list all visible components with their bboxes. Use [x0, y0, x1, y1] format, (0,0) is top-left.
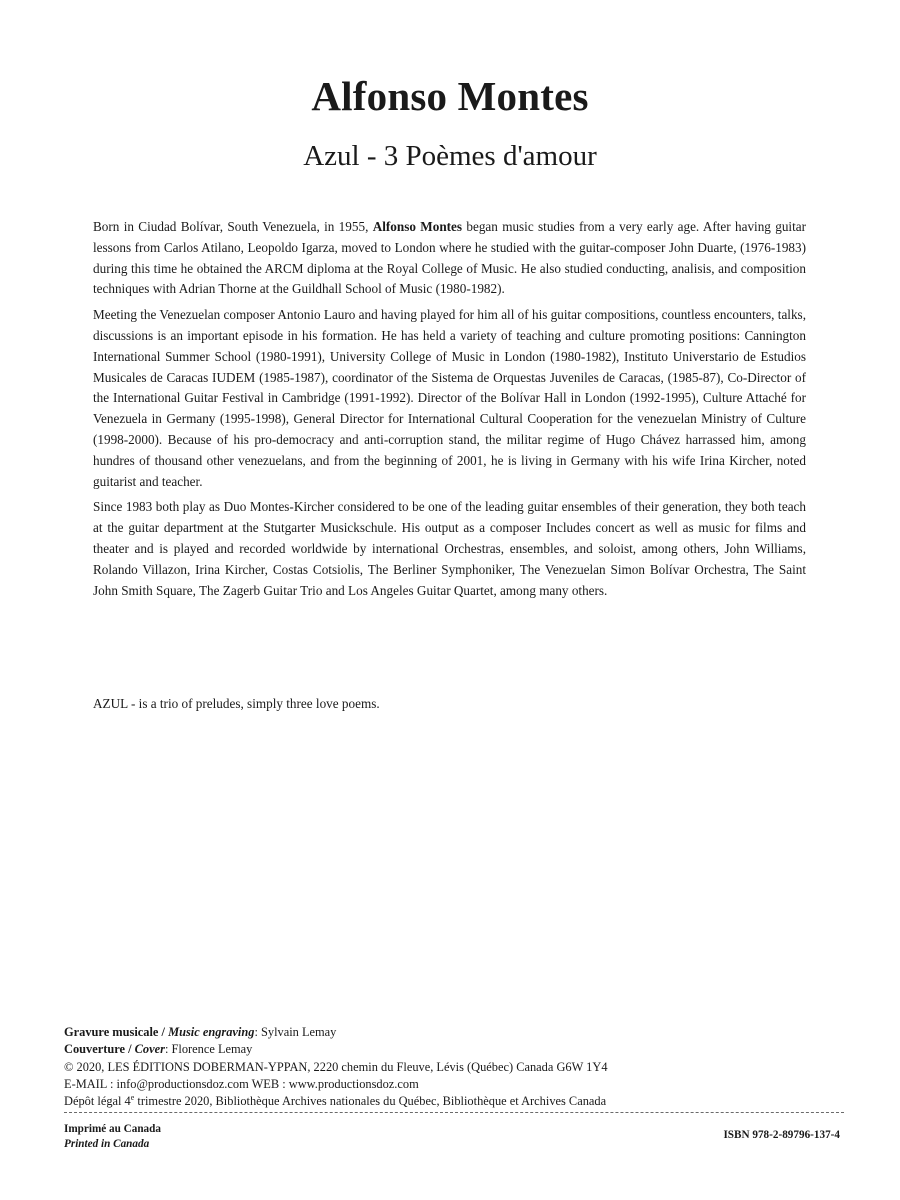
copyright-line: © 2020, LES ÉDITIONS DOBERMAN-YPPAN, 2220 chemin du Fleuve, Lévis (Québec) Canada G6W 1Y4	[64, 1059, 608, 1074]
bio-p1-rest: began music studies from a very early age. After having guitar lessons from Carlos Atilano, Leopoldo Igarza, moved to London where he studied with the guitar-composer John Duarte, (1976-1983) during this time he obtained the ARCM diploma at the Royal College of Music. He also studied conducting, analisis, and composition techniques with Adrian Thorne at the Guildhall School of Music (1980-1982).	[93, 219, 806, 297]
legal-deposit-rest: trimestre 2020, Bibliothèque Archives nationales du Québec, Bibliothèque et Archives Canada	[134, 1094, 607, 1109]
printed-in-en: Printed in Canada	[64, 1138, 150, 1150]
cover-value: : Florence Lemay	[164, 1042, 253, 1057]
credit-engraving	[64, 1024, 844, 1041]
biography	[93, 217, 806, 606]
printed-in	[64, 1122, 161, 1152]
isbn: ISBN 978-2-89796-137-4	[723, 1129, 840, 1141]
bio-paragraph-2: Meeting the Venezuelan composer Antonio Lauro and having played for him all of his guitar compositions, countless encounters, talks, discussions is an important episode in his formation. He has held a variety of teaching and culture promoting positions: Cannington International Summer School (1980-1991), University College of Music in London (1980-1982), Instituto Universtario de Estudios Musicales de Caracas IUDEM (1985-1987), coordinator of the Sistema de Orquestas Juveniles de Caracas, (1985-87), Co-Director of the International Guitar Festival in Cambridge (1991-1992). Director of the Bolívar Hall in London (1992-1995), Culture Attaché for Venezuela in Germany (1995-1998), General Director for International Cultural Cooperation for the venezuelan Ministry of Culture (1998-2000). Because of his pro-democracy and anti-corruption stand, the militar regime of Hugo Chávez harrassed him, among hundres of thousand other venezuelans, and from the beginning of 2001, he is living in Germany with his wife Irina Kircher, noted guitarist and teacher.	[93, 307, 806, 489]
page-title: Alfonso Montes	[311, 73, 589, 119]
printed-in-fr: Imprimé au Canada	[64, 1123, 161, 1135]
legal-deposit-start: Dépôt légal 4	[64, 1094, 131, 1109]
azul-note: AZUL - is a trio of preludes, simply three love poems.	[93, 696, 380, 711]
legal-deposit-line	[64, 1093, 844, 1110]
engraving-value: : Sylvain Lemay	[254, 1025, 337, 1039]
credits	[64, 1024, 844, 1110]
page-subtitle: Azul - 3 Poèmes d'amour	[303, 140, 597, 172]
composer-name: Alfonso Montes	[372, 219, 463, 234]
bio-paragraph-3: Since 1983 both play as Duo Montes-Kircher considered to be one of the leading guitar ensembles of their generation, they both teach at the guitar department at the Stutgarter Musickschule. His output as a composer Includes concert as well as music for films and theater and is played and recorded worldwide by international Orchestras, ensembles, and soloist, among others, John Williams, Rolando Villazon, Irina Kircher, Costas Cotsiolis, The Berliner Symphoniker, The Venezuelan Simon Bolívar Orchestra, The Saint John Smith Square, The Zagerb Guitar Trio and Los Angeles Guitar Quartet, among many others.	[93, 499, 806, 598]
contact-line: E-MAIL : info@productionsdoz.com WEB : www.productionsdoz.com	[64, 1076, 419, 1091]
engraving-label-fr: Gravure musicale /	[64, 1025, 165, 1039]
cover-label-en: Cover	[134, 1042, 165, 1057]
legal-deposit-sup: e	[130, 1093, 135, 1103]
cover-label-fr: Couverture /	[64, 1042, 132, 1057]
bio-paragraph-1	[93, 217, 806, 300]
credit-cover	[64, 1041, 844, 1058]
bio-p1-intro: Born in Ciudad Bolívar, South Venezuela, in 1955,	[93, 219, 373, 234]
engraving-label-en: Music engraving	[168, 1025, 255, 1039]
footer-divider	[64, 1112, 844, 1113]
